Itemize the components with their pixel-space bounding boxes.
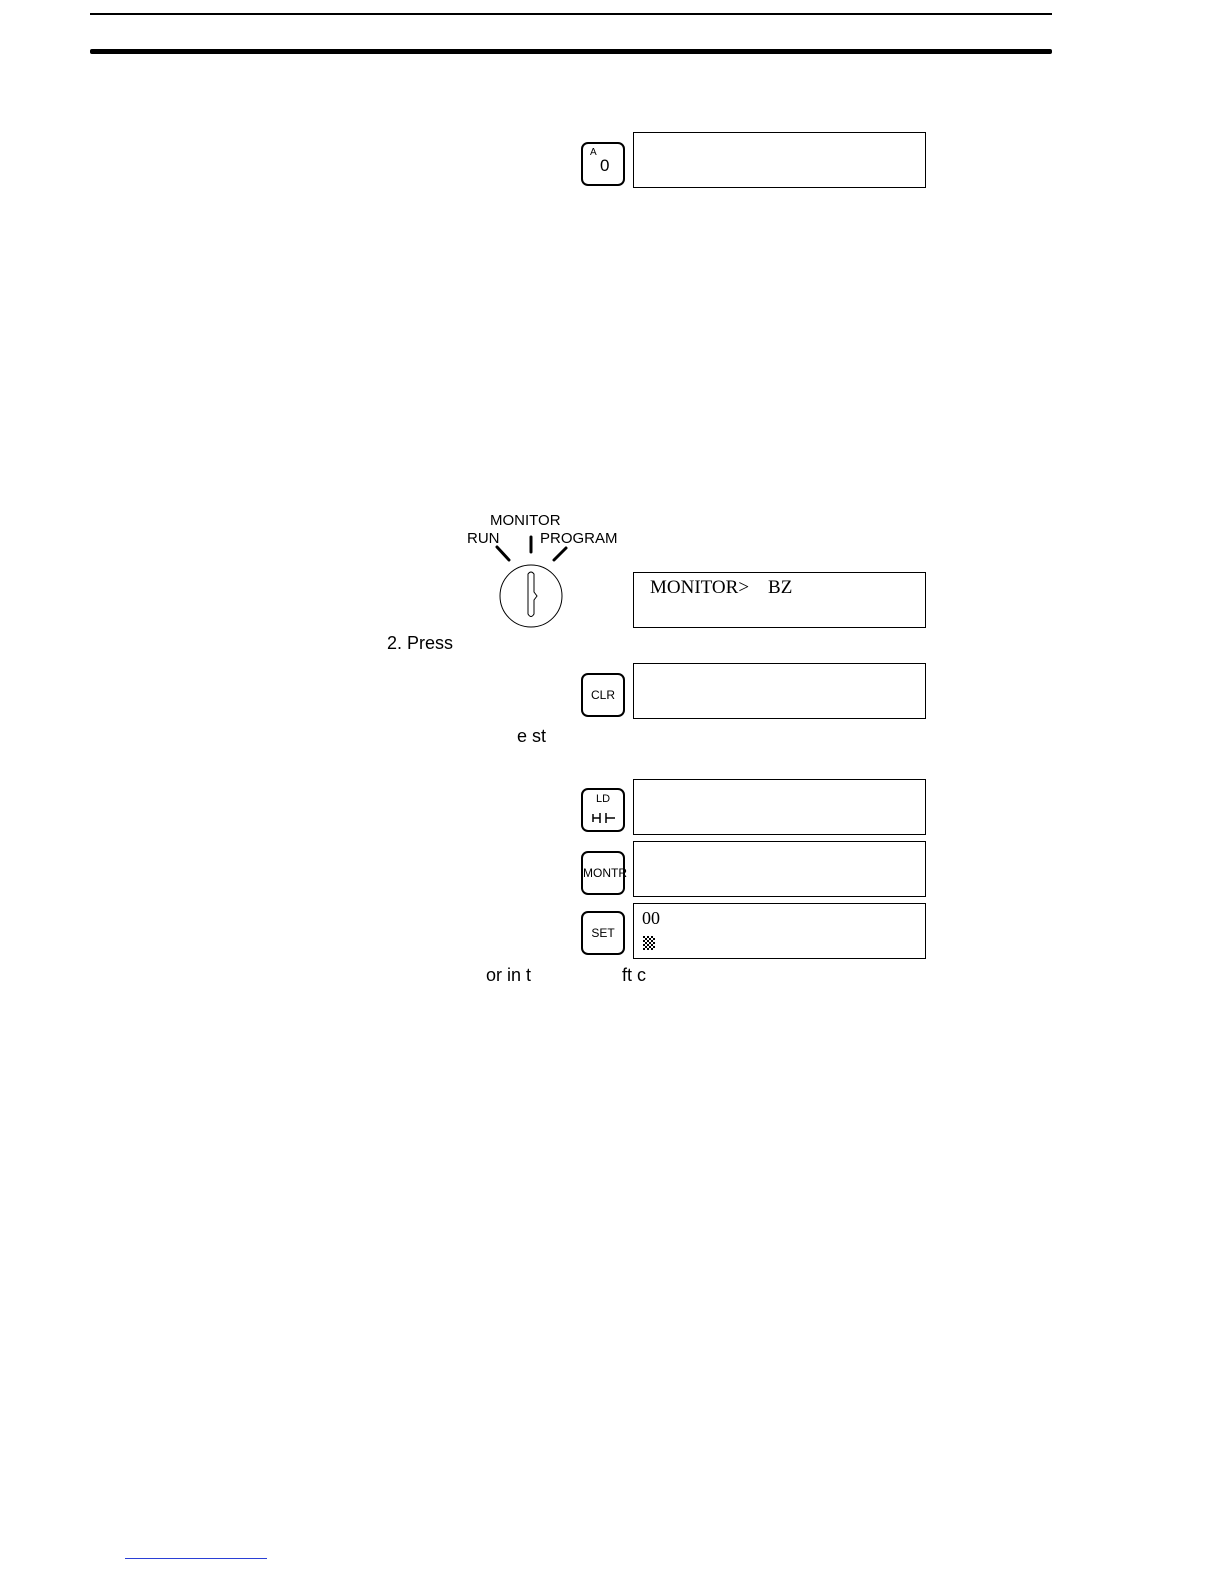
display-monitor-text: MONITOR> BZ [650, 577, 793, 598]
contact-symbol-icon [592, 812, 616, 824]
key-a-0-superscript: A [590, 147, 597, 158]
display-after-a0 [633, 132, 926, 188]
display-after-set [633, 903, 926, 959]
header-rule-thin [90, 13, 1052, 15]
key-set[interactable] [581, 911, 625, 955]
text-fragment-est: e st [517, 726, 547, 746]
block-cursor-icon [642, 935, 656, 951]
footer-link-underline[interactable] [125, 1558, 267, 1559]
mode-switch-icon[interactable] [480, 530, 580, 640]
key-clr[interactable] [581, 673, 625, 717]
display-after-clr [633, 663, 926, 719]
text-fragment-orint: or in t [486, 965, 532, 985]
display-after-montr [633, 841, 926, 897]
text-fragment-ftc: ft c [622, 965, 647, 985]
mode-monitor-label: MONITOR [490, 512, 561, 529]
step-2-text: 2. Press [387, 633, 454, 653]
key-montr[interactable] [581, 851, 625, 895]
key-a-0-label: 0 [600, 156, 610, 175]
mode-program-label: PROGRAM [540, 530, 618, 547]
display-set-value: 00 [642, 908, 660, 928]
key-set-label: SET [591, 926, 615, 940]
key-ld[interactable] [581, 788, 625, 832]
header-rule-thick [90, 49, 1052, 54]
key-montr-label: MONTR [583, 866, 627, 880]
key-ld-label: LD [595, 793, 611, 805]
mode-run-label: RUN [467, 530, 500, 547]
display-monitor-mode [633, 572, 926, 628]
key-a-0[interactable] [581, 142, 625, 186]
key-clr-label: CLR [590, 688, 615, 702]
display-after-ld [633, 779, 926, 835]
